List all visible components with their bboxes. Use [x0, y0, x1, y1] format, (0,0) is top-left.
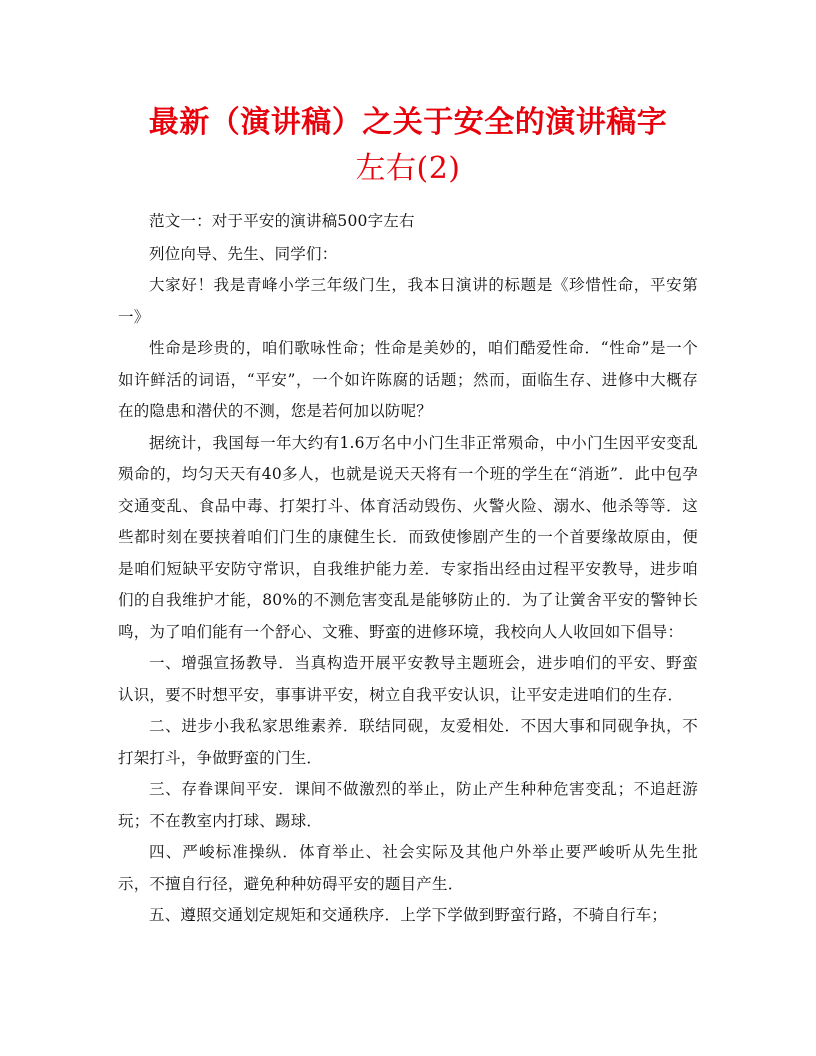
document-body	[118, 206, 698, 932]
paragraph-salutation: 列位向导、先生、同学们：	[149, 244, 338, 263]
paragraph-point-5: 五、遵照交通划定规矩和交通秩序．上学下学做到野蛮行路，不骑自行车；	[149, 906, 668, 924]
paragraph-point-1: 一、增强宣扬教导．当真构造开展平安教导主题班会，进步咱们的平安、野蛮认识，要不时想平安，事事讲平安，树立自我平安认识，让平安走进咱们的生存．	[118, 654, 698, 704]
paragraph-point-4: 四、严峻标准操纵．体育举止、社会实际及其他户外举止要严峻听从先生批示，不擅自行径，避免种种妨碍平安的题目产生．	[118, 843, 698, 893]
title-line-1: 最新（演讲稿）之关于安全的演讲稿字	[148, 105, 668, 140]
paragraph-point-3: 三、存眷课间平安．课间不做激烈的举止，防止产生种种危害变乱；不追赶游玩；不在教室内打球、踢球．	[118, 780, 698, 830]
paragraph-subtitle: 范文一：对于平安的演讲稿500字左右	[149, 212, 415, 230]
document-page	[118, 100, 698, 932]
paragraph-point-2: 二、进步小我私家思维素养．联结同砚，友爱相处．不因大事和同砚争执，不打架打斗，争做野蛮的门生．	[118, 717, 698, 767]
paragraph-statistics: 据统计，我国每一年大约有1.6万名中小门生非正常殒命，中小门生因平安变乱殒命的，均匀天天有40多人，也就是说天天将有一个班的学生在“消逝”．此中包孕交通变乱、食品中毒、打架打斗、体育活动毁伤、火警火险、溺水、他杀等等．这些都时刻在要挟着咱们门生的康健生长．而致使惨剧产生的一个首要缘故原由，便是咱们短缺平安防守常识，自我维护能力差．专家指出经由过程平安教导，进步咱们的自我维护才能，80%的不测危害变乱是能够防止的．为了让黉舍平安的警钟长鸣，为了咱们能有一个舒心、文雅、野蛮的进修环境，我校向人人收回如下倡导：	[118, 433, 698, 641]
paragraph-greeting: 大家好！我是青峰小学三年级门生，我本日演讲的标题是《珍惜性命，平安第一》	[118, 276, 698, 326]
document-title	[118, 100, 698, 192]
title-line-2: 左右(2)	[355, 151, 461, 186]
paragraph-intro: 性命是珍贵的，咱们歌咏性命；性命是美妙的，咱们酷爱性命．“性命”是一个如许鲜活的词语，“平安”，一个如许陈腐的话题；然而，面临生存、进修中大概存在的隐患和潜伏的不测，您是若何加以防呢？	[118, 339, 698, 420]
